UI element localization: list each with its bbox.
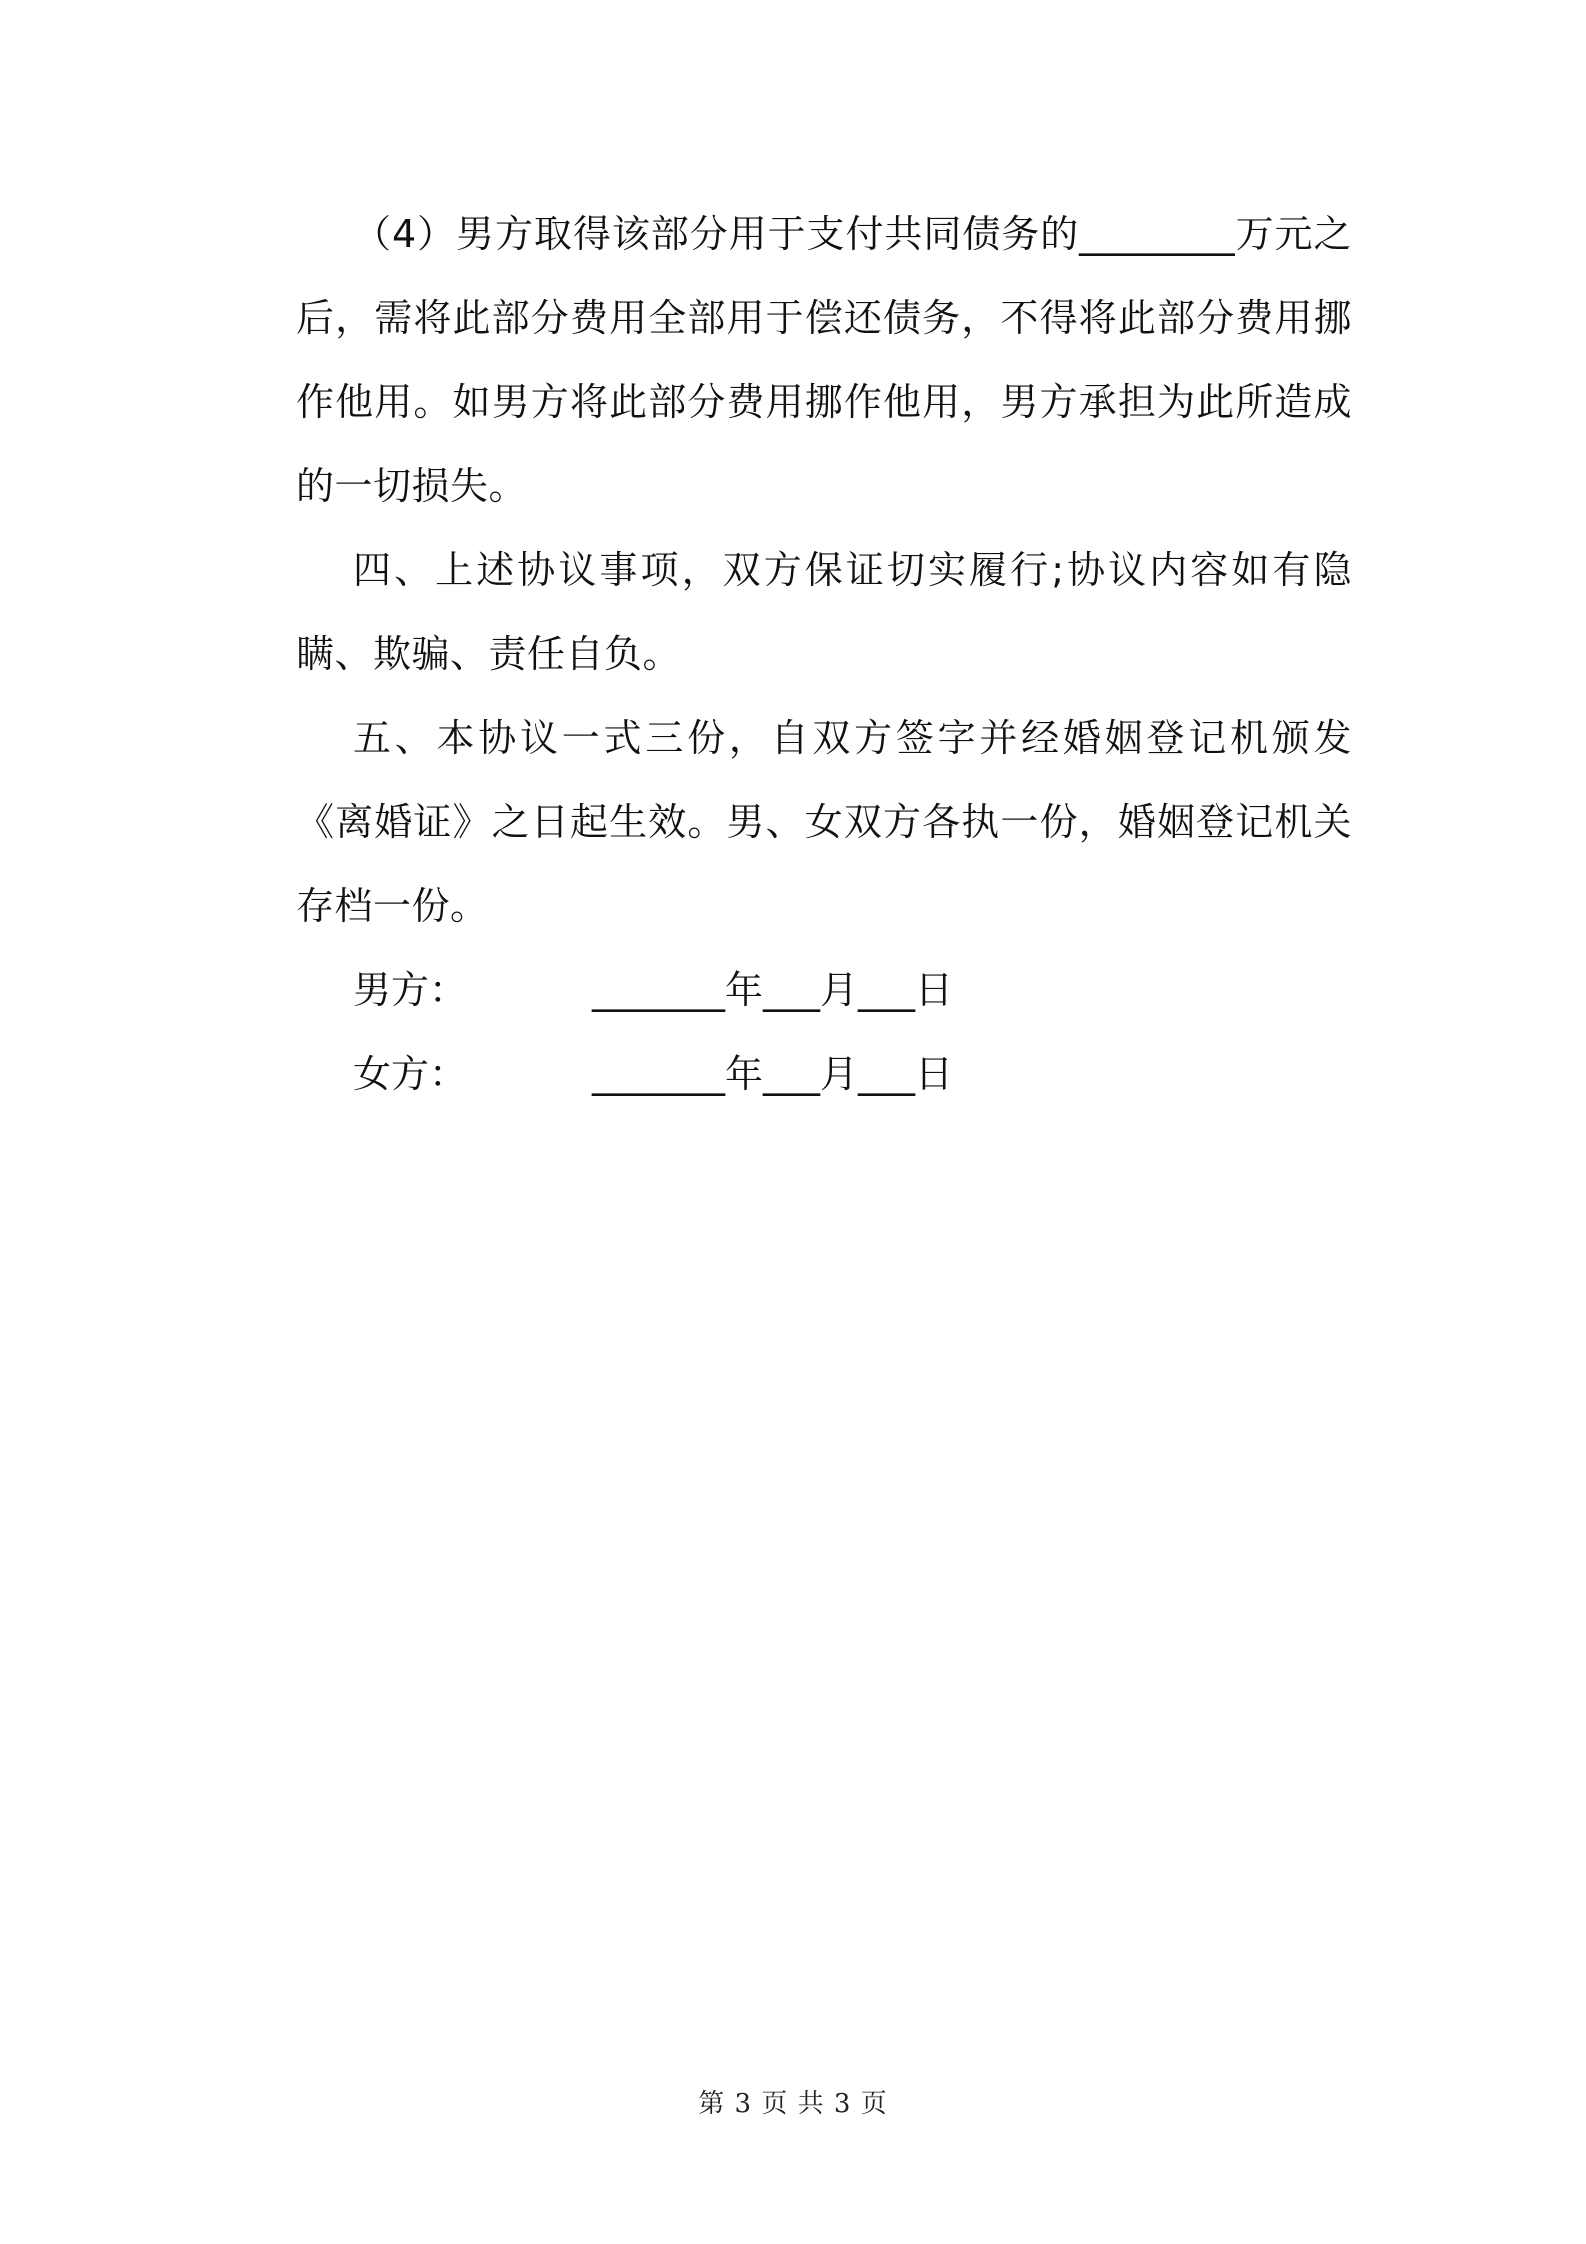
signature-date-male: _______年___月___日 <box>592 968 954 1012</box>
document-body <box>296 192 1352 1116</box>
signature-line-male <box>296 948 1352 1032</box>
signature-date-female: _______年___月___日 <box>592 1052 954 1096</box>
clause-four-guarantee: 四、上述协议事项，双方保证切实履行;协议内容如有隐瞒、欺骗、责任自负。 <box>296 548 1352 676</box>
signature-label-female: 女方： <box>353 1052 468 1096</box>
signature-label-male: 男方： <box>353 968 468 1012</box>
clause-five-copies: 五、本协议一式三份，自双方签字并经婚姻登记机颁发《离婚证》之日起生效。男、女双方各执一份，婚姻登记机关存档一份。 <box>296 716 1352 928</box>
clause-debt-repayment: （4）男方取得该部分用于支付共同债务的________万元之后，需将此部分费用全部用于偿还债务，不得将此部分费用挪作他用。如男方将此部分费用挪作他用，男方承担为此所造成的一切损失。 <box>296 212 1352 508</box>
signature-line-female <box>296 1032 1352 1116</box>
page-footer: 第 3 页 共 3 页 <box>698 2089 888 2119</box>
